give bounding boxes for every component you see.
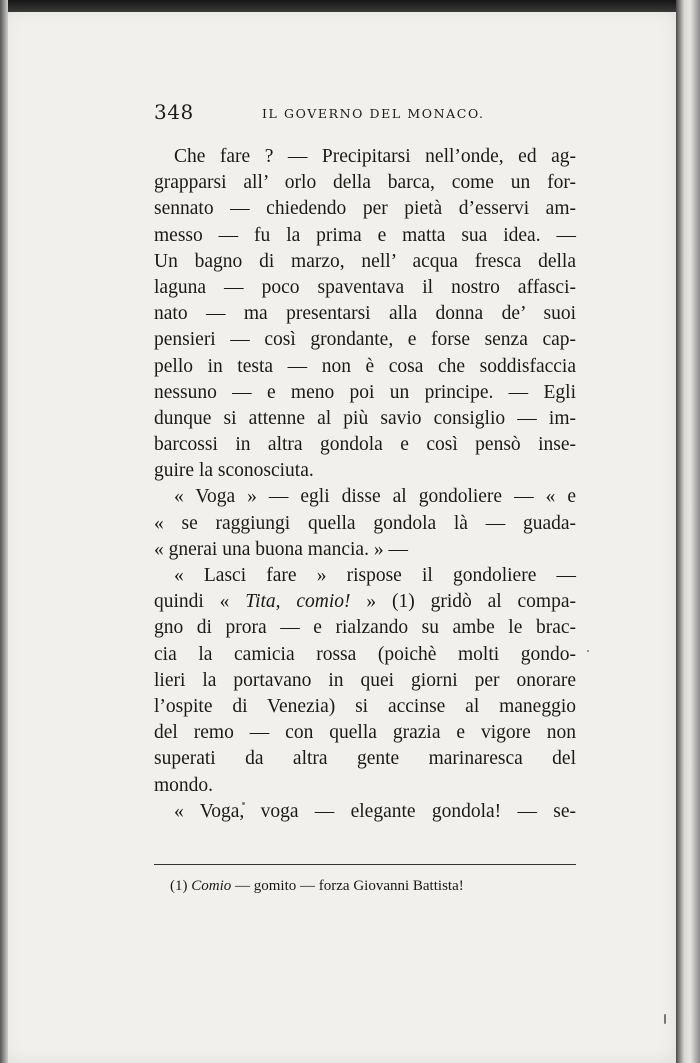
text-line: mondo. <box>154 774 214 796</box>
text-line: grapparsi all’ orlo della barca, come un for- <box>154 172 576 194</box>
text-line: l’ospite di Venezia) si accinse al maneggio <box>154 695 576 717</box>
text-line: « Voga, voga — elegante gondola! — se- <box>174 800 576 822</box>
running-title: IL GOVERNO DEL MONACO. <box>262 106 485 121</box>
scan-top-edge <box>0 0 700 12</box>
text-line: gno di prora — e rialzando su ambe le brac- <box>154 617 576 639</box>
text-line: « se raggiungi quella gondola là — guada- <box>154 512 576 534</box>
ink-speck <box>587 650 589 652</box>
text-segment: » (1) gridò al compa- <box>350 591 576 613</box>
scan-left-edge <box>0 0 8 1063</box>
text-line: superati da altra gente marinaresca del <box>154 748 576 770</box>
text-line: messo — fu la prima e matta sua idea. — <box>154 224 576 246</box>
page-header <box>154 100 574 132</box>
text-line: pello in testa — non è cosa che soddisfaccia <box>154 355 576 377</box>
footnote-term: Comio <box>191 878 232 894</box>
text-line: laguna — poco spaventava il nostro affasci- <box>154 276 576 298</box>
text-line: sennato — chiedendo per pietà d’esservi am- <box>154 198 576 220</box>
footnote <box>170 876 576 896</box>
footnote-marker: (1) <box>170 878 188 894</box>
text-line: dunque si attenne al più savio consiglio — im- <box>154 407 576 429</box>
text-line: « gnerai una buona mancia. » — <box>154 538 408 560</box>
footnote-text: — gomito — forza Giovanni Battista! <box>231 878 464 894</box>
text-line: « Lasci fare » rispose il gondoliere — <box>174 565 576 586</box>
body-text <box>154 144 576 825</box>
text-line: nessuno — e meno poi un principe. — Egli <box>154 381 576 403</box>
text-line: guire la sconosciuta. <box>154 460 314 482</box>
text-line: del remo — con quella grazia e vigore non <box>154 722 576 744</box>
scan-right-edge <box>676 0 700 1063</box>
text-line: Che fare ? — Precipitarsi nell’onde, ed ag- <box>174 146 576 167</box>
text-line: cia la camicia rossa (poichè molti gondo- <box>154 643 576 665</box>
text-line: Un bagno di marzo, nell’ acqua fresca della <box>154 250 576 272</box>
page-number: 348 <box>154 100 194 124</box>
text-line-with-italic <box>154 589 576 615</box>
ink-speck <box>664 1014 666 1024</box>
text-line: pensieri — così grondante, e forse senza cap- <box>154 329 576 351</box>
text-segment: quindi « <box>154 591 246 613</box>
footnote-rule <box>154 864 576 865</box>
text-line: nato — ma presentarsi alla donna de’ suoi <box>154 303 576 325</box>
text-line: lieri la portavano in quei giorni per onorare <box>154 669 576 691</box>
text-line: barcossi in altra gondola e così pensò inse- <box>154 434 576 456</box>
text-line: « Voga » — egli disse al gondoliere — « e <box>174 486 576 508</box>
italic-phrase: Tita, comio! <box>245 591 351 613</box>
